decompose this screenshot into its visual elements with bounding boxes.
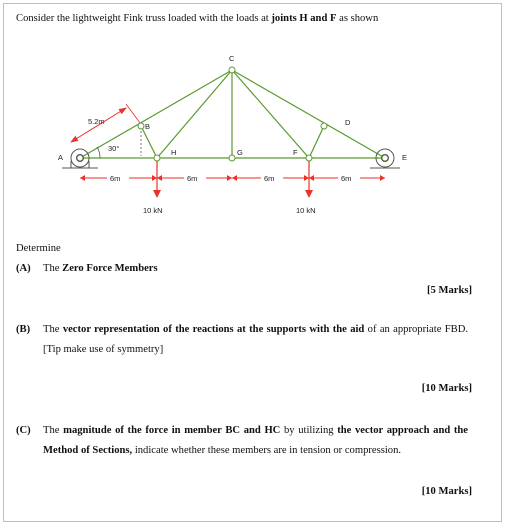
joint-H (154, 155, 160, 161)
part-b-label (16, 324, 30, 337)
label-A: A (58, 153, 64, 162)
part-b-post: of an appropriate FBD. [Tip make use of symmetry] (43, 324, 468, 355)
load-F (296, 161, 316, 215)
part-c-t2: by utilizing (280, 425, 338, 436)
part-c-text (43, 421, 468, 461)
intro-bold: joints H and F (271, 13, 337, 24)
label-F: F (293, 148, 298, 157)
load-label-F: 10 kN (296, 206, 316, 215)
part-c-t3: indicate whether these members are in tension or compression. (132, 445, 402, 456)
part-a-text (43, 263, 158, 276)
part-b-number: (B) (16, 324, 31, 335)
label-H: H (171, 148, 177, 157)
truss-members (80, 70, 385, 158)
member-CH (157, 70, 232, 158)
part-a-marks: [5 Marks] (426, 285, 472, 296)
part-b-marks: [10 Marks] (421, 383, 472, 394)
truss-diagram (0, 0, 507, 230)
part-a-number: (A) (16, 263, 31, 274)
load-H (143, 161, 163, 215)
joint-A (77, 155, 83, 161)
part-c-b2: the vector approach and the Method of Sections, (43, 425, 469, 456)
part-c-number: (C) (16, 425, 31, 436)
part-c-t1: The (43, 425, 64, 436)
label-C: C (229, 54, 235, 63)
part-b-text (43, 320, 468, 360)
label-E: E (402, 153, 408, 162)
joint-C (229, 67, 235, 73)
load-label-H: 10 kN (143, 206, 163, 215)
label-D: D (345, 118, 351, 127)
member-top-chord-right (232, 70, 385, 158)
member-DF (309, 126, 324, 158)
span-label-FE: 6m (341, 174, 352, 183)
determine-heading: Determine (16, 243, 61, 254)
joint-D (321, 123, 327, 129)
part-a-bold: Zero Force Members (62, 263, 158, 274)
part-c-b1: magnitude of the force in member BC and HC (63, 425, 281, 436)
part-a-pre: The (43, 263, 63, 274)
joint-G (229, 155, 235, 161)
span-label-HG: 6m (187, 174, 198, 183)
span-label-GF: 6m (264, 174, 275, 183)
joint-F (306, 155, 312, 161)
part-c-marks: [10 Marks] (421, 486, 472, 497)
joint-E (382, 155, 388, 161)
member-CF (232, 70, 309, 158)
intro-pre: Consider the lightweight Fink truss loaded with the loads at (16, 13, 272, 24)
part-a-label (16, 263, 31, 276)
part-b-bold: vector representation of the reactions at the supports with the aid (62, 324, 365, 335)
member-top-chord-left (80, 70, 232, 158)
dimension-AB (71, 104, 140, 142)
label-G: G (237, 148, 243, 157)
span-dimensions (80, 173, 385, 183)
length-label: 5.2m (88, 117, 105, 126)
part-b-pre: The (43, 324, 63, 335)
part-c-label (16, 425, 31, 438)
label-B: B (145, 122, 151, 131)
joint-B (138, 123, 144, 129)
span-label-AH: 6m (110, 174, 121, 183)
intro-post: as shown (336, 13, 379, 24)
angle-label: 30° (108, 144, 120, 153)
